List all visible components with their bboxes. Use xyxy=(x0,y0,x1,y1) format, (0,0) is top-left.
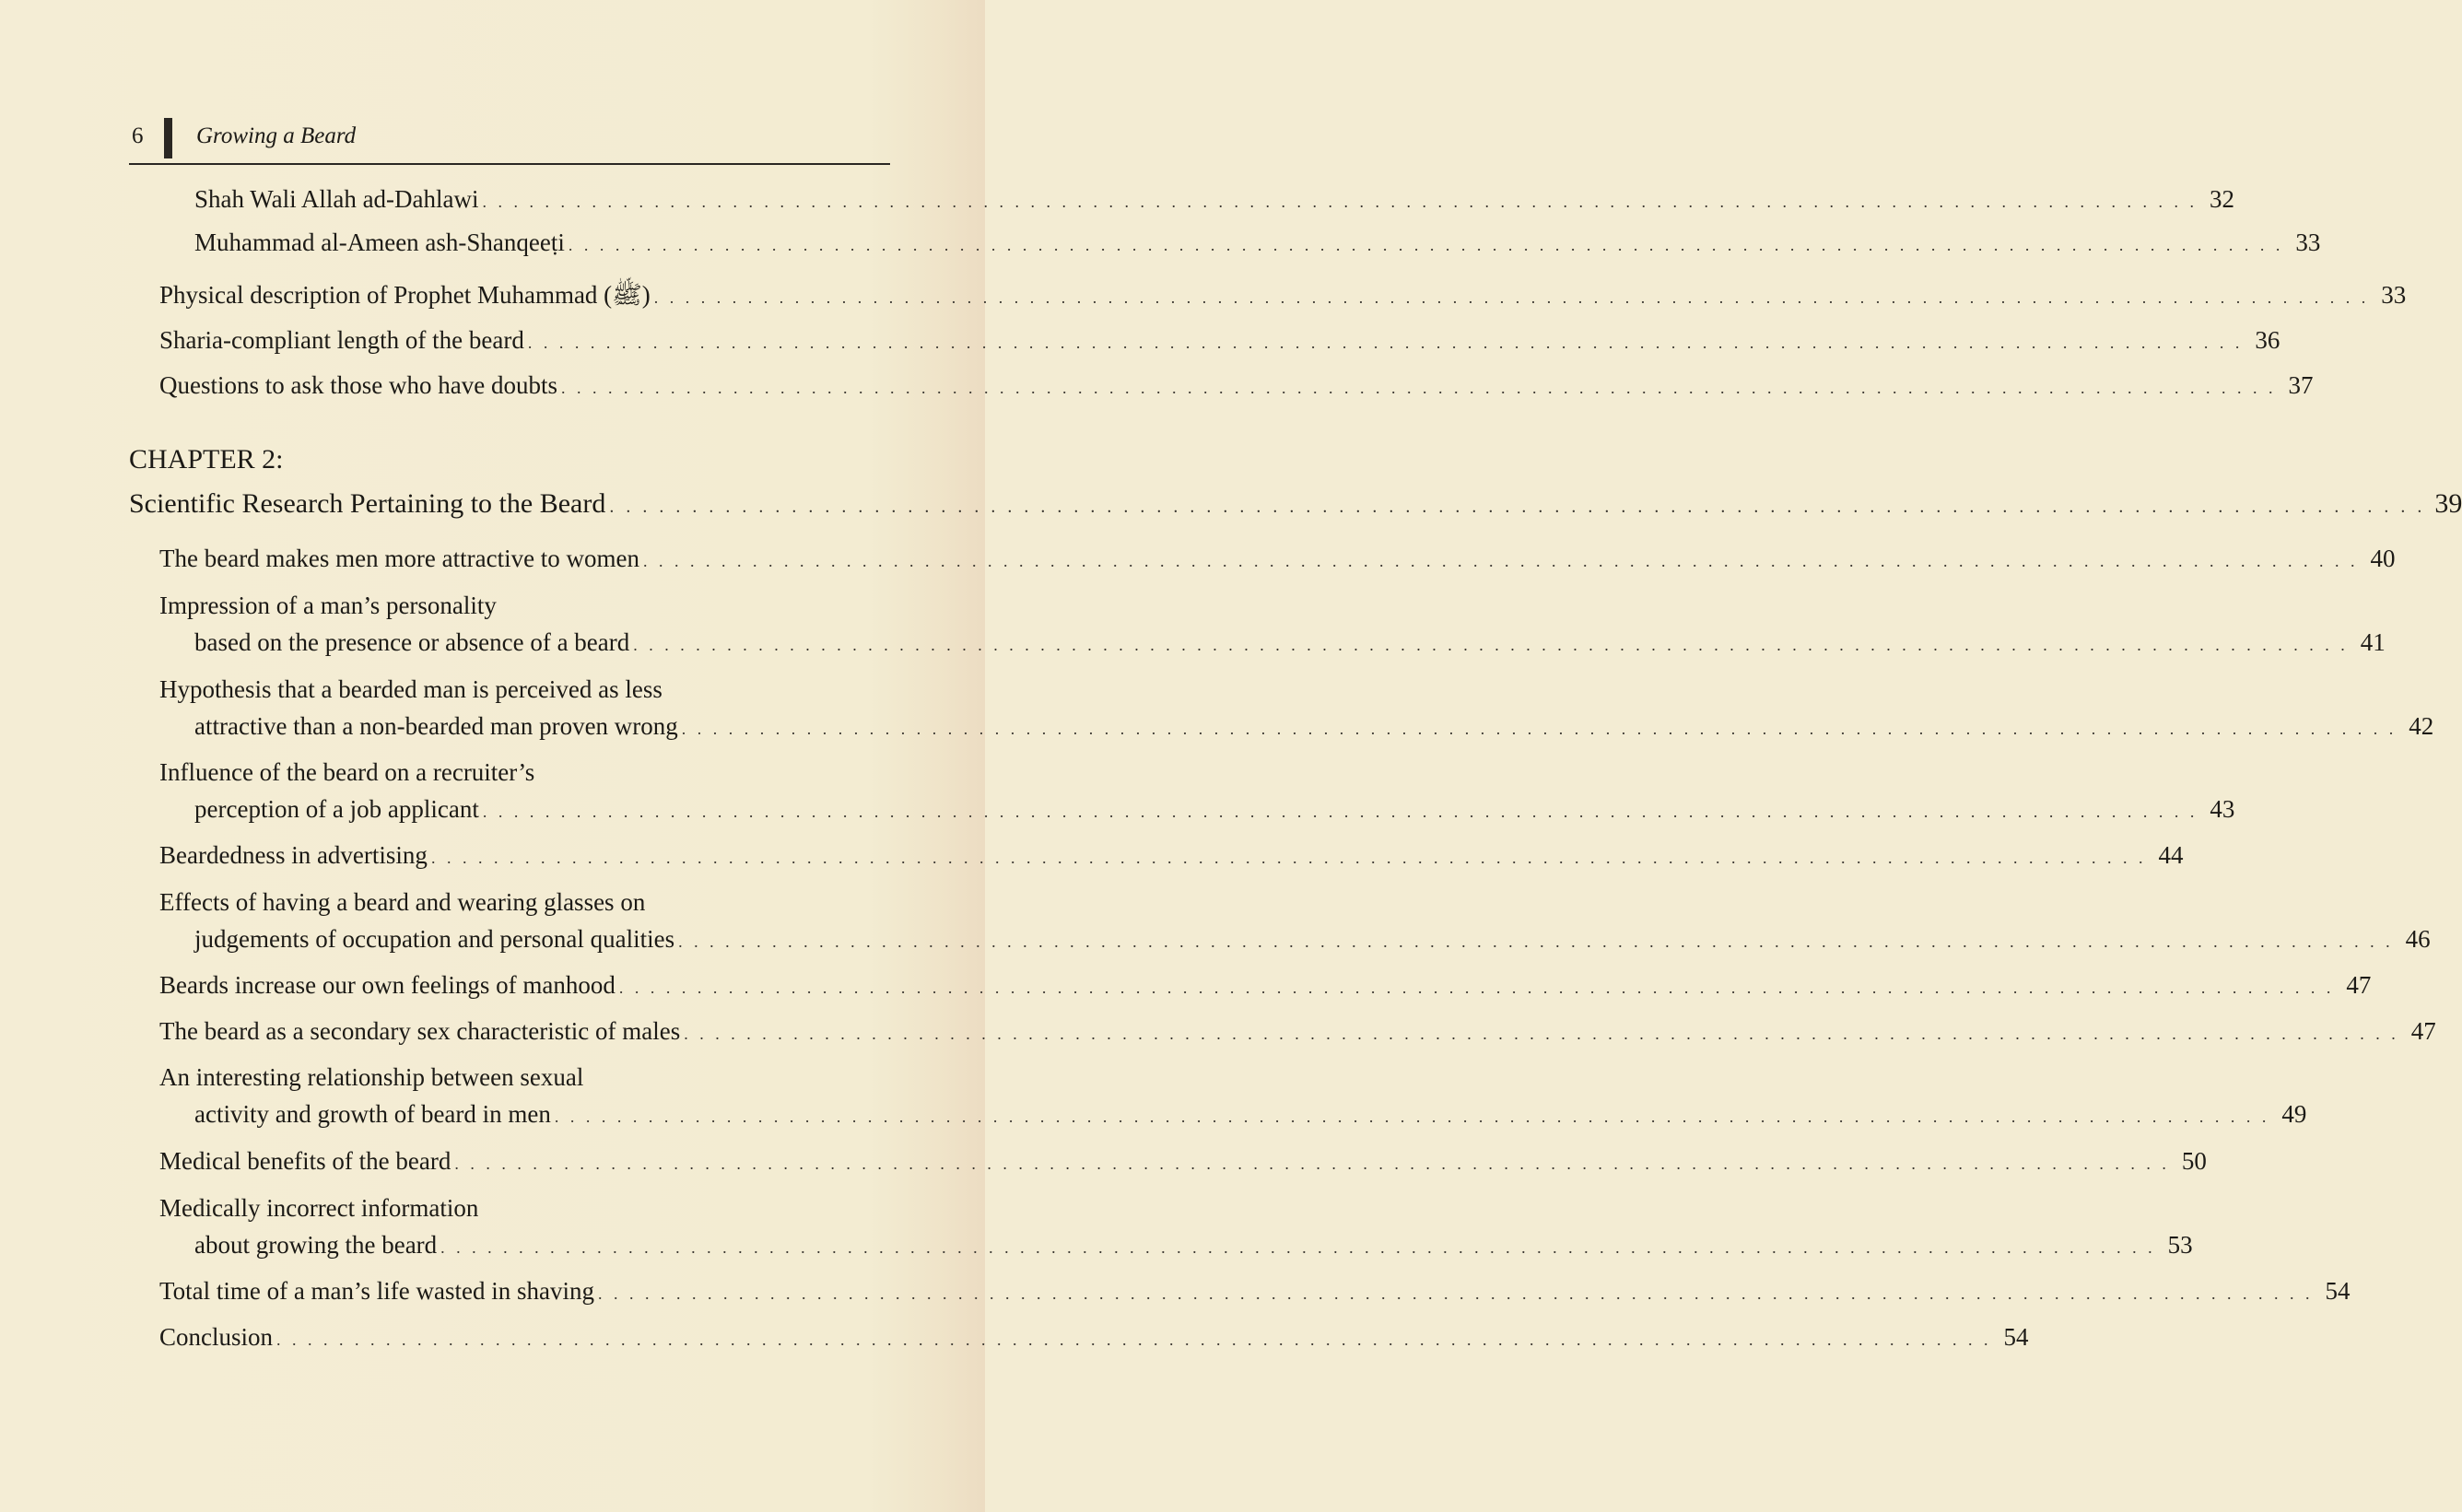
toc-entry-title: Physical description of Prophet Muhammad (ﷺ) xyxy=(159,281,651,309)
leader-dots: . . . . . . . . . . . . . . . . . . . . . . . . . . . . . . . . . . . . . . . . . . . . . . . . . . . . . . . . . . . . . . . . . . . . . . . . . . . . . . . . . . . . . . . . . . . . . . . . . . . . . . . . . . . . . . xyxy=(681,720,2398,738)
toc-page-number: 40 xyxy=(2370,545,2396,572)
leader-dots: . . . . . . . . . . . . . . . . . . . . . . . . . . . . . . . . . . . . . . . . . . . . . . . . . . . . . . . . . . . . . . . . . . . . . . . . . . . . . . . . . . . . . . . . . . . . . . . . . . . . . . . . . . . . . . xyxy=(684,1025,2399,1043)
toc-entry[interactable] xyxy=(159,1272,2351,1309)
leader-dots: . . . . . . . . . . . . . . . . . . . . . . . . . . . . . . . . . . . . . . . . . . . . . . . . . . . . . . . . . . . . . . . . . . . . . . . . . . . . . . . . . . . . . . . . . . . . . . . . . . . . . . . . . . . . . . xyxy=(482,803,2198,821)
toc-page-number: 50 xyxy=(2181,1147,2207,1175)
toc-page-number: 33 xyxy=(2295,229,2321,256)
toc-page-number: 53 xyxy=(2167,1231,2193,1259)
toc-entry[interactable] xyxy=(159,967,2372,1003)
leader-dots: . . . . . . . . . . . . . . . . . . . . . . . . . . . . . . . . . . . . . . . . . . . . . . . . . . . . . . . . . . . . . . . . . . . . . . . . . . . . . . . . . . . . . . . . . . . . . . . . . . . . . . . . . . . . . . xyxy=(618,979,2335,997)
toc-entry-title: Total time of a man’s life wasted in shaving xyxy=(159,1277,594,1305)
header-bar-ornament xyxy=(164,118,172,158)
toc-entry[interactable] xyxy=(159,587,2386,661)
toc-entry-title: Medically incorrect information xyxy=(159,1194,479,1222)
toc-entry-title-continued: about growing the beard xyxy=(194,1231,438,1259)
leader-dots: . . . . . . . . . . . . . . . . . . . . . . . . . . . . . . . . . . . . . . . . . . . . . . . . . . . . . . . . . . . . . . . . . . . . . . . . . . . . . . . . . . . . . . . . . . . . . . . . . . . . . . . . . . . . . . xyxy=(440,1238,2156,1257)
toc-entry-title: Conclusion xyxy=(159,1323,274,1351)
toc-entry-title: The beard as a secondary sex characteristic of males xyxy=(159,1017,681,1045)
toc-entry-title: An interesting relationship between sexual xyxy=(159,1063,584,1091)
toc-entry[interactable] xyxy=(159,322,2280,358)
toc-page-number: 49 xyxy=(2281,1100,2307,1128)
toc-entry[interactable] xyxy=(159,1319,2029,1355)
leader-dots: . . . . . . . . . . . . . . . . . . . . . . . . . . . . . . . . . . . . . . . . . . . . . . . . . . . . . . . . . . . . . . . . . . . . . . . . . . . . . . . . . . . . . . . . . . . . . . . . . . . . . . . . . . . . . . xyxy=(454,1155,2170,1173)
toc-entry-title: Effects of having a beard and wearing glasses on xyxy=(159,888,646,916)
toc-entry-title: Medical benefits of the beard xyxy=(159,1147,451,1175)
toc-entry-title-continued: based on the presence or absence of a beard xyxy=(194,628,630,656)
chapter-label: CHAPTER 2: xyxy=(129,444,284,475)
toc-entry-title: Impression of a man’s personality xyxy=(159,592,497,619)
toc-entry[interactable] xyxy=(159,540,2396,577)
toc-page-number: 43 xyxy=(2210,795,2235,823)
toc-entry-title-continued: judgements of occupation and personal qualities xyxy=(194,925,675,953)
toc-page-number: 37 xyxy=(2288,371,2314,399)
leader-dots: . . . . . . . . . . . . . . . . . . . . . . . . . . . . . . . . . . . . . . . . . . . . . . . . . . . . . . . . . . . . . . . . . . . . . . . . . . . . . . . . . . . . . . . . . . . . . . . . . . . . . . . . . . . . . . xyxy=(598,1284,2314,1303)
toc-page-number: 46 xyxy=(2405,925,2431,953)
toc-entry-title: The beard makes men more attractive to women xyxy=(159,545,640,572)
toc-page-number: 36 xyxy=(2255,326,2280,354)
toc-page-number: 47 xyxy=(2346,971,2372,999)
toc-entry[interactable] xyxy=(159,1190,2193,1263)
toc-entry[interactable] xyxy=(159,1013,2436,1049)
toc-entry[interactable] xyxy=(159,671,2434,744)
toc-chapter-entry[interactable] xyxy=(129,486,2462,522)
leader-dots: . . . . . . . . . . . . . . . . . . . . . . . . . . . . . . . . . . . . . . . . . . . . . . . . . . . . . . . . . . . . . . . . . . . . . . . . . . . . . . . . . . . . . . . . . . . . . . . . . . . . . . . . . . . . . . xyxy=(609,497,2426,517)
leader-dots: . . . . . . . . . . . . . . . . . . . . . . . . . . . . . . . . . . . . . . . . . . . . . . . . . . . . . . . . . . . . . . . . . . . . . . . . . . . . . . . . . . . . . . . . . . . . . . . . . . . . . . . . . . . . . . xyxy=(633,636,2349,654)
toc-page-number: 33 xyxy=(2381,281,2407,309)
toc-entry-title: Sharia-compliant length of the beard xyxy=(159,326,524,354)
leader-dots: . . . . . . . . . . . . . . . . . . . . . . . . . . . . . . . . . . . . . . . . . . . . . . . . . . . . . . . . . . . . . . . . . . . . . . . . . . . . . . . . . . . . . . . . . . . . . . . . . . . . . . . . . . . . . . xyxy=(678,932,2394,951)
toc-entry[interactable] xyxy=(159,754,2235,827)
toc-page-number: 41 xyxy=(2360,628,2386,656)
toc-page-number: 54 xyxy=(2003,1323,2029,1351)
leader-dots: . . . . . . . . . . . . . . . . . . . . . . . . . . . . . . . . . . . . . . . . . . . . . . . . . . . . . . . . . . . . . . . . . . . . . . . . . . . . . . . . . . . . . . . . . . . . . . . . . . . . . . . . . . . . . . xyxy=(482,193,2198,211)
leader-dots: . . . . . . . . . . . . . . . . . . . . . . . . . . . . . . . . . . . . . . . . . . . . . . . . . . . . . . . . . . . . . . . . . . . . . . . . . . . . . . . . . . . . . . . . . . . . . . . . . . . . . . . . . . . . . . xyxy=(430,849,2147,867)
toc-entry-title: Influence of the beard on a recruiter’s xyxy=(159,758,535,786)
leader-dots: . . . . . . . . . . . . . . . . . . . . . . . . . . . . . . . . . . . . . . . . . . . . . . . . . . . . . . . . . . . . . . . . . . . . . . . . . . . . . . . . . . . . . . . . . . . . . . . . . . . . . . . . . . . . . . xyxy=(653,288,2370,307)
toc-entry[interactable] xyxy=(194,224,2321,261)
chapter-title: Scientific Research Pertaining to the Beard xyxy=(129,488,606,519)
toc-entry[interactable] xyxy=(159,367,2314,404)
toc-entry-title-continued: perception of a job applicant xyxy=(194,795,479,823)
toc-entry-title-continued: attractive than a non-bearded man proven wrong xyxy=(194,712,678,740)
toc-page-number: 47 xyxy=(2410,1017,2436,1045)
header-rule xyxy=(129,163,890,165)
toc-entry-title: Questions to ask those who have doubts xyxy=(159,371,557,399)
leader-dots: . . . . . . . . . . . . . . . . . . . . . . . . . . . . . . . . . . . . . . . . . . . . . . . . . . . . . . . . . . . . . . . . . . . . . . . . . . . . . . . . . . . . . . . . . . . . . . . . . . . . . . . . . . . . . . xyxy=(527,334,2244,352)
toc-page-number: 42 xyxy=(2409,712,2434,740)
toc-entry[interactable] xyxy=(159,1059,2307,1132)
toc-entry-title: Muhammad al-Ameen ash-Shanqeeṭi xyxy=(194,229,565,256)
page-number: 6 xyxy=(132,123,144,148)
toc-entry[interactable] xyxy=(159,884,2431,957)
toc-page-number: 32 xyxy=(2210,185,2235,213)
toc-entry[interactable] xyxy=(159,1143,2207,1179)
leader-dots: . . . . . . . . . . . . . . . . . . . . . . . . . . . . . . . . . . . . . . . . . . . . . . . . . . . . . . . . . . . . . . . . . . . . . . . . . . . . . . . . . . . . . . . . . . . . . . . . . . . . . . . . . . . . . . xyxy=(568,236,2284,254)
running-title: Growing a Beard xyxy=(196,123,357,148)
toc-entry[interactable] xyxy=(159,276,2407,313)
leader-dots: . . . . . . . . . . . . . . . . . . . . . . . . . . . . . . . . . . . . . . . . . . . . . . . . . . . . . . . . . . . . . . . . . . . . . . . . . . . . . . . . . . . . . . . . . . . . . . . . . . . . . . . . . . . . . . xyxy=(554,1108,2270,1126)
toc-page-number: 54 xyxy=(2325,1277,2351,1305)
running-header xyxy=(129,118,890,162)
toc-entry-title: Shah Wali Allah ad-Dahlawi xyxy=(194,185,479,213)
toc-entry[interactable] xyxy=(159,837,2184,873)
toc-entry[interactable] xyxy=(194,181,2235,217)
toc-entry-title: Beards increase our own feelings of manhood xyxy=(159,971,616,999)
leader-dots: . . . . . . . . . . . . . . . . . . . . . . . . . . . . . . . . . . . . . . . . . . . . . . . . . . . . . . . . . . . . . . . . . . . . . . . . . . . . . . . . . . . . . . . . . . . . . . . . . . . . . . . . . . . . . . xyxy=(276,1330,1992,1349)
toc-page-number: 44 xyxy=(2158,841,2184,869)
toc-page-number: 39 xyxy=(2434,488,2462,519)
toc-entry-title: Hypothesis that a bearded man is perceived as less xyxy=(159,675,662,703)
toc-entry-title: Beardedness in advertising xyxy=(159,841,428,869)
toc-entry-title-continued: activity and growth of beard in men xyxy=(194,1100,551,1128)
leader-dots: . . . . . . . . . . . . . . . . . . . . . . . . . . . . . . . . . . . . . . . . . . . . . . . . . . . . . . . . . . . . . . . . . . . . . . . . . . . . . . . . . . . . . . . . . . . . . . . . . . . . . . . . . . . . . . xyxy=(643,552,2359,570)
leader-dots: . . . . . . . . . . . . . . . . . . . . . . . . . . . . . . . . . . . . . . . . . . . . . . . . . . . . . . . . . . . . . . . . . . . . . . . . . . . . . . . . . . . . . . . . . . . . . . . . . . . . . . . . . . . . . . xyxy=(560,379,2277,397)
